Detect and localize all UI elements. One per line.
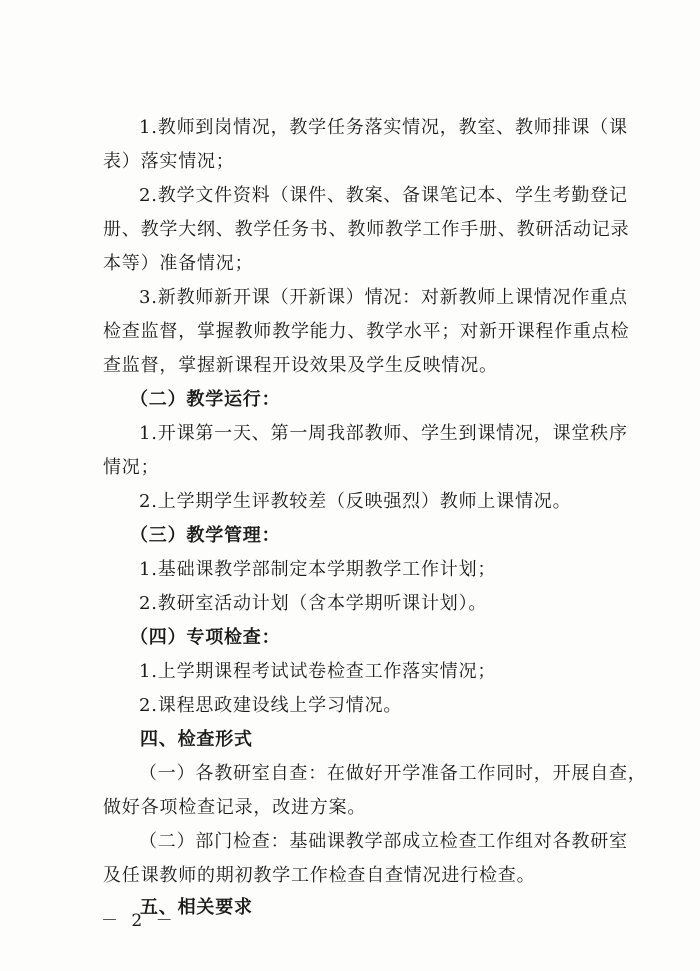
section-heading: （三）教学管理： xyxy=(130,525,281,546)
text-line: 2.课程思政建设线上学习情况。 xyxy=(139,695,403,716)
text-line: 做好各项检查记录，改进方案。 xyxy=(103,797,367,818)
text-line: 2.教学文件资料（课件、教案、备课笔记本、学生考勤登记 xyxy=(139,185,628,206)
text-line: 及任课教师的期初教学工作检查自查情况进行检查。 xyxy=(103,865,536,886)
text-line: （二）部门检查：基础课教学部成立检查工作组对各教研室 xyxy=(139,831,628,852)
text-line: 2.上学期学生评教较差（反映强烈）教师上课情况。 xyxy=(139,491,572,512)
text-line: 1.开课第一天、第一周我部教师、学生到课情况，课堂秩序 xyxy=(139,423,628,444)
text-line: 1.上学期课程考试试卷检查工作落实情况； xyxy=(139,661,497,682)
text-line: 本等）准备情况； xyxy=(103,253,254,274)
page-number: － 2 － xyxy=(101,911,177,931)
text-line: 查监督，掌握新课程开设效果及学生反映情况。 xyxy=(103,355,498,376)
text-line: （一）各教研室自查：在做好开学准备工作同时，开展自查， xyxy=(139,763,647,784)
text-line: 1.基础课教学部制定本学期教学工作计划； xyxy=(139,559,497,580)
text-line: 2.教研室活动计划（含本学期听课计划）。 xyxy=(139,593,488,614)
text-line: 册、教学大纲、教学任务书、教师教学工作手册、教研活动记录 xyxy=(103,219,630,240)
text-line: 3.新教师新开课（开新课）情况：对新教师上课情况作重点 xyxy=(139,287,628,308)
section-heading: 五、相关要求 xyxy=(140,897,253,918)
text-line: 1.教师到岗情况，教学任务落实情况，教室、教师排课（课 xyxy=(139,117,628,138)
text-line: 检查监督，掌握教师教学能力、教学水平；对新开课程作重点检 xyxy=(103,321,630,342)
text-line: 表）落实情况； xyxy=(103,151,235,172)
text-line: 情况； xyxy=(103,457,160,478)
section-heading: （四）专项检查： xyxy=(130,627,281,648)
section-heading: （二）教学运行： xyxy=(130,389,281,410)
section-heading: 四、检查形式 xyxy=(140,729,253,750)
